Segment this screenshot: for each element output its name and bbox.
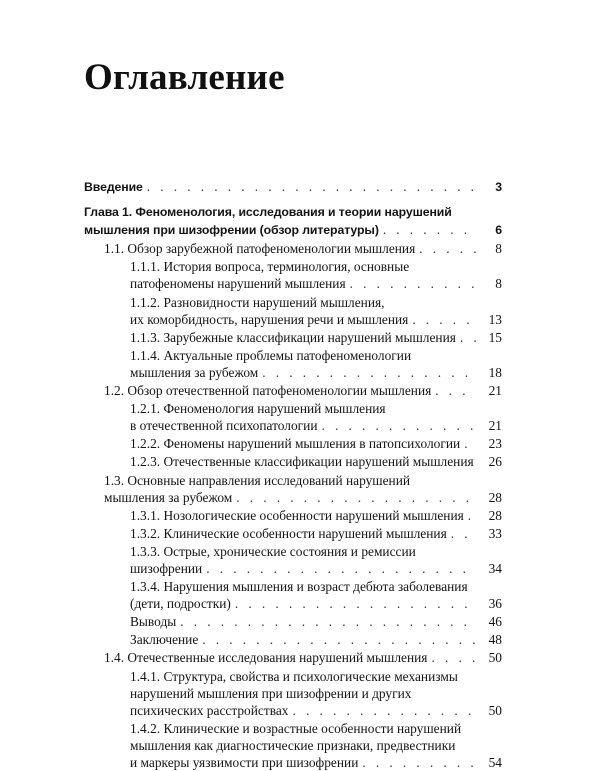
toc-entry-1-4-1[interactable] bbox=[84, 668, 502, 719]
toc-entry-title: 1.3.1. Нозологические особенности нарушений мышления bbox=[130, 507, 464, 523]
toc-entry-title-cont: в отечественной психопатологии bbox=[130, 418, 318, 434]
dot-leader bbox=[383, 221, 476, 238]
toc-entry-title: 1.4.2. Клинические и возрастные особенности нарушений bbox=[130, 720, 462, 736]
toc-entry-1-3-1[interactable] bbox=[84, 507, 502, 524]
toc-entry-title-cont: шизофрении bbox=[130, 560, 203, 576]
dot-leader bbox=[202, 631, 476, 648]
toc-entry-title: 1.2.3. Отечественные классификации нарушений мышления bbox=[130, 454, 474, 470]
dot-leader bbox=[206, 560, 476, 577]
toc-page-number: 21 bbox=[488, 418, 502, 434]
toc-entry-1-3[interactable] bbox=[84, 472, 502, 506]
toc-entry-title: Глава 1. Феноменология, исследования и теории нарушений bbox=[84, 205, 452, 220]
toc-page-number: 54 bbox=[488, 755, 502, 770]
dot-leader bbox=[235, 595, 476, 612]
toc-entry-1-3-4[interactable] bbox=[84, 578, 502, 612]
dot-leader bbox=[262, 364, 476, 381]
toc-page-number: 36 bbox=[488, 596, 502, 612]
toc-entry-1-2-1[interactable] bbox=[84, 400, 502, 434]
toc-entry-title: 1.1.4. Актуальные проблемы патофеноменологии bbox=[130, 347, 412, 363]
dot-leader bbox=[147, 178, 476, 195]
toc-entry-title: 1.3.2. Клинические особенности нарушений мышления bbox=[130, 525, 447, 541]
toc-page-number: 23 bbox=[488, 436, 502, 452]
toc-entry-1-2-2[interactable] bbox=[84, 435, 502, 452]
dot-leader bbox=[451, 525, 476, 542]
toc-entry-title: 1.2.1. Феноменология нарушений мышления bbox=[130, 401, 386, 417]
toc-entry-1-2[interactable] bbox=[84, 382, 502, 399]
toc-entry-1-1-4[interactable] bbox=[84, 347, 502, 381]
dot-leader bbox=[435, 382, 476, 399]
dot-leader bbox=[464, 435, 476, 452]
toc-entry-1-1[interactable] bbox=[84, 240, 502, 257]
toc-entry-title-cont: мышления как диагностические признаки, предвестники bbox=[130, 737, 456, 753]
toc-entry-title: 1.1.1. История вопроса, терминология, основные bbox=[130, 259, 410, 275]
dot-leader bbox=[468, 507, 476, 524]
toc-page-number: 48 bbox=[488, 632, 502, 648]
toc-entry-title: 1.2.2. Феномены нарушений мышления в патопсихологии bbox=[130, 436, 461, 452]
toc-entry-title: Введение bbox=[84, 180, 143, 194]
page-title: Оглавление bbox=[84, 57, 285, 98]
toc-page-number: 28 bbox=[488, 489, 502, 505]
dot-leader bbox=[412, 311, 476, 328]
dot-leader bbox=[292, 702, 476, 719]
toc-page-number: 6 bbox=[495, 223, 502, 238]
toc-entry-title: 1.3.3. Острые, хронические состояния и ремиссии bbox=[130, 543, 416, 559]
toc-page-number: 28 bbox=[488, 507, 502, 523]
toc-entry-title: 1.4.1. Структура, свойства и психологические механизмы bbox=[130, 668, 458, 684]
toc-entry-1-1-1[interactable] bbox=[84, 258, 502, 292]
dot-leader bbox=[362, 754, 476, 771]
toc-entry-1-3-2[interactable] bbox=[84, 525, 502, 542]
toc-entry-title: 1.3. Основные направления исследований нарушений bbox=[104, 472, 411, 488]
toc-entry-title: Заключение bbox=[130, 632, 199, 648]
dot-leader bbox=[460, 329, 476, 346]
toc-entry-title-cont: и маркеры уязвимости при шизофрении bbox=[130, 755, 359, 770]
toc-entry-1-2-3[interactable] bbox=[84, 453, 502, 470]
toc-entry-conclusions[interactable] bbox=[84, 613, 502, 630]
toc-page-number: 15 bbox=[488, 329, 502, 345]
toc-entry-title-cont: (дети, подростки) bbox=[130, 596, 231, 612]
toc-entry-chapter-1[interactable] bbox=[84, 204, 502, 239]
toc-entry-title-cont: их коморбидность, нарушения речи и мышления bbox=[130, 311, 409, 327]
dot-leader bbox=[180, 613, 476, 630]
toc-entry-title-cont: психических расстройствах bbox=[130, 702, 289, 718]
toc-page-number: 8 bbox=[495, 276, 502, 292]
toc-entry-1-1-2[interactable] bbox=[84, 294, 502, 328]
toc-page-number: 34 bbox=[488, 560, 502, 576]
toc-entry-title-cont: мышления за рубежом bbox=[104, 489, 233, 505]
toc-entry-title: 1.1.3. Зарубежные классификации нарушений мышления bbox=[130, 329, 456, 345]
toc-page-number: 46 bbox=[488, 614, 502, 630]
toc-entry-summary[interactable] bbox=[84, 631, 502, 648]
toc-page-number: 8 bbox=[495, 241, 502, 257]
toc-entry-title: 1.1.2. Разновидности нарушений мышления, bbox=[130, 294, 385, 310]
toc-entry-1-4-2[interactable] bbox=[84, 720, 502, 771]
toc-entry-introduction[interactable] bbox=[84, 178, 502, 196]
dot-leader bbox=[322, 417, 476, 434]
toc-entry-title: 1.3.4. Нарушения мышления и возраст дебюта заболевания bbox=[130, 579, 468, 595]
dot-leader bbox=[431, 649, 476, 666]
table-of-contents bbox=[84, 178, 502, 771]
toc-entry-1-1-3[interactable] bbox=[84, 329, 502, 346]
dot-leader bbox=[350, 275, 476, 292]
toc-page-number: 13 bbox=[488, 311, 502, 327]
toc-page-number: 33 bbox=[488, 525, 502, 541]
toc-entry-title: 1.4. Отечественные исследования нарушений мышления bbox=[104, 650, 428, 666]
toc-entry-title-cont: патофеномены нарушений мышления bbox=[130, 276, 346, 292]
toc-page-number: 50 bbox=[488, 650, 502, 666]
toc-entry-title-cont: мышления при шизофрении (обзор литературы) bbox=[84, 223, 379, 238]
toc-entry-title-cont: нарушений мышления при шизофрении и других bbox=[130, 685, 412, 701]
toc-page-number: 3 bbox=[495, 180, 502, 194]
toc-page-number: 21 bbox=[488, 383, 502, 399]
toc-entry-title: Выводы bbox=[130, 614, 177, 630]
toc-page-number: 50 bbox=[488, 702, 502, 718]
toc-page-number: 18 bbox=[488, 364, 502, 380]
toc-page-number: 26 bbox=[488, 454, 502, 470]
toc-entry-1-4[interactable] bbox=[84, 649, 502, 666]
toc-entry-title: 1.2. Обзор отечественной патофеноменологии мышления bbox=[104, 383, 432, 399]
dot-leader bbox=[236, 489, 476, 506]
toc-entry-title-cont: мышления за рубежом bbox=[130, 364, 259, 380]
toc-entry-1-3-3[interactable] bbox=[84, 543, 502, 577]
toc-entry-title: 1.1. Обзор зарубежной патофеноменологии мышления bbox=[104, 241, 416, 257]
dot-leader bbox=[419, 240, 476, 257]
